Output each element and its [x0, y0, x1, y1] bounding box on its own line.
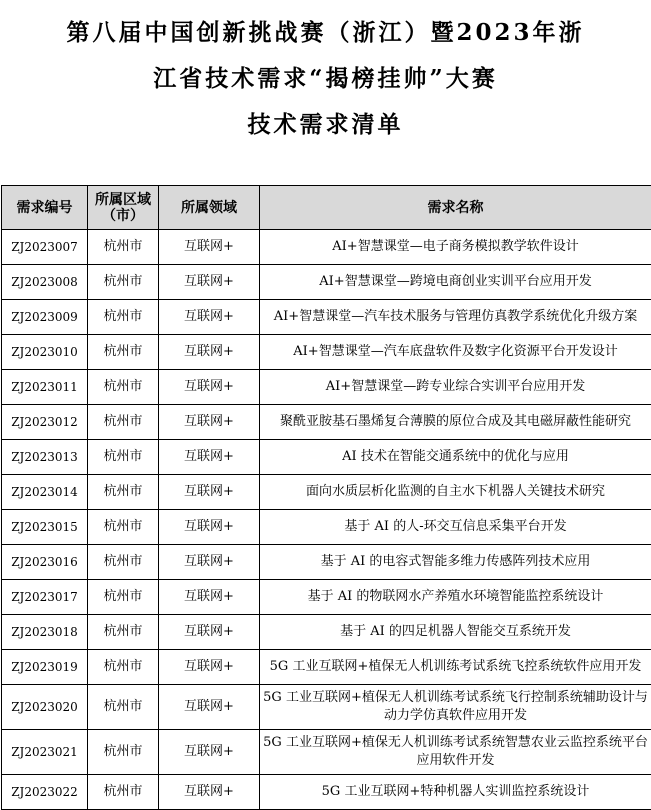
cell-name: 聚酰亚胺基石墨烯复合薄膜的原位合成及其电磁屏蔽性能研究 [260, 405, 651, 440]
cell-id: ZJ2023011 [2, 370, 88, 405]
cell-id: ZJ2023009 [2, 300, 88, 335]
cell-field: 互联网+ [159, 405, 260, 440]
table-row [2, 265, 651, 300]
cell-id: ZJ2023008 [2, 265, 88, 300]
cell-name: AI+智慧课堂—跨专业综合实训平台应用开发 [260, 370, 651, 405]
cell-region: 杭州市 [88, 730, 159, 775]
table-row [2, 475, 651, 510]
cell-id: ZJ2023019 [2, 650, 88, 685]
cell-id: ZJ2023017 [2, 580, 88, 615]
cell-id: ZJ2023022 [2, 775, 88, 810]
title-line-3: 技术需求清单 [0, 106, 651, 139]
cell-region: 杭州市 [88, 230, 159, 265]
cell-field: 互联网+ [159, 265, 260, 300]
table-row [2, 300, 651, 335]
cell-field: 互联网+ [159, 730, 260, 775]
cell-field: 互联网+ [159, 580, 260, 615]
cell-id: ZJ2023015 [2, 510, 88, 545]
table-row [2, 730, 651, 775]
table-row [2, 775, 651, 810]
table-row [2, 615, 651, 650]
cell-name: AI+智慧课堂—电子商务模拟教学软件设计 [260, 230, 651, 265]
cell-name: 5G 工业互联网+植保无人机训练考试系统智慧农业云监控系统平台应用软件开发 [260, 730, 651, 775]
cell-id: ZJ2023021 [2, 730, 88, 775]
cell-name: 基于 AI 的人-环交互信息采集平台开发 [260, 510, 651, 545]
cell-region: 杭州市 [88, 615, 159, 650]
cell-name: 5G 工业互联网+植保无人机训练考试系统飞控系统软件应用开发 [260, 650, 651, 685]
cell-field: 互联网+ [159, 615, 260, 650]
table-row [2, 230, 651, 265]
cell-name: 基于 AI 的物联网水产养殖水环境智能监控系统设计 [260, 580, 651, 615]
cell-name: 5G 工业互联网+特种机器人实训监控系统设计 [260, 775, 651, 810]
table-row [2, 370, 651, 405]
cell-region: 杭州市 [88, 685, 159, 730]
cell-field: 互联网+ [159, 685, 260, 730]
cell-region: 杭州市 [88, 775, 159, 810]
table-row [2, 405, 651, 440]
cell-field: 互联网+ [159, 370, 260, 405]
table-row [2, 650, 651, 685]
cell-region: 杭州市 [88, 580, 159, 615]
cell-region: 杭州市 [88, 405, 159, 440]
header-field: 所属领域 [159, 186, 260, 230]
cell-region: 杭州市 [88, 300, 159, 335]
cell-name: 基于 AI 的电容式智能多维力传感阵列技术应用 [260, 545, 651, 580]
title-line-2: 江省技术需求“揭榜挂帅”大赛 [0, 60, 651, 93]
table-row [2, 440, 651, 475]
cell-id: ZJ2023014 [2, 475, 88, 510]
cell-id: ZJ2023020 [2, 685, 88, 730]
cell-field: 互联网+ [159, 300, 260, 335]
cell-name: AI 技术在智能交通系统中的优化与应用 [260, 440, 651, 475]
cell-field: 互联网+ [159, 650, 260, 685]
cell-name: AI+智慧课堂—汽车技术服务与管理仿真教学系统优化升级方案 [260, 300, 651, 335]
title-line-1: 第八届中国创新挑战赛（浙江）暨2023年浙 [0, 14, 651, 47]
cell-id: ZJ2023018 [2, 615, 88, 650]
table-row [2, 685, 651, 730]
cell-id: ZJ2023010 [2, 335, 88, 370]
cell-field: 互联网+ [159, 775, 260, 810]
table-row [2, 335, 651, 370]
table-row [2, 545, 651, 580]
cell-field: 互联网+ [159, 230, 260, 265]
cell-region: 杭州市 [88, 475, 159, 510]
cell-field: 互联网+ [159, 545, 260, 580]
table-row [2, 510, 651, 545]
cell-field: 互联网+ [159, 440, 260, 475]
cell-name: 5G 工业互联网+植保无人机训练考试系统飞行控制系统辅助设计与动力学仿真软件应用开发 [260, 685, 651, 730]
cell-name: 面向水质层析化监测的自主水下机器人关键技术研究 [260, 475, 651, 510]
cell-region: 杭州市 [88, 545, 159, 580]
cell-name: AI+智慧课堂—跨境电商创业实训平台应用开发 [260, 265, 651, 300]
cell-id: ZJ2023013 [2, 440, 88, 475]
cell-field: 互联网+ [159, 510, 260, 545]
cell-region: 杭州市 [88, 650, 159, 685]
cell-region: 杭州市 [88, 510, 159, 545]
cell-field: 互联网+ [159, 475, 260, 510]
cell-region: 杭州市 [88, 335, 159, 370]
header-id: 需求编号 [2, 186, 88, 230]
cell-name: AI+智慧课堂—汽车底盘软件及数字化资源平台开发设计 [260, 335, 651, 370]
header-region: 所属区域 （市） [88, 186, 159, 230]
requirements-table [1, 185, 651, 810]
cell-region: 杭州市 [88, 440, 159, 475]
table-header-row [2, 186, 651, 230]
cell-name: 基于 AI 的四足机器人智能交互系统开发 [260, 615, 651, 650]
cell-region: 杭州市 [88, 370, 159, 405]
cell-field: 互联网+ [159, 335, 260, 370]
table-row [2, 580, 651, 615]
header-name: 需求名称 [260, 186, 651, 230]
cell-id: ZJ2023012 [2, 405, 88, 440]
cell-region: 杭州市 [88, 265, 159, 300]
cell-id: ZJ2023016 [2, 545, 88, 580]
table-body [2, 230, 651, 810]
cell-id: ZJ2023007 [2, 230, 88, 265]
